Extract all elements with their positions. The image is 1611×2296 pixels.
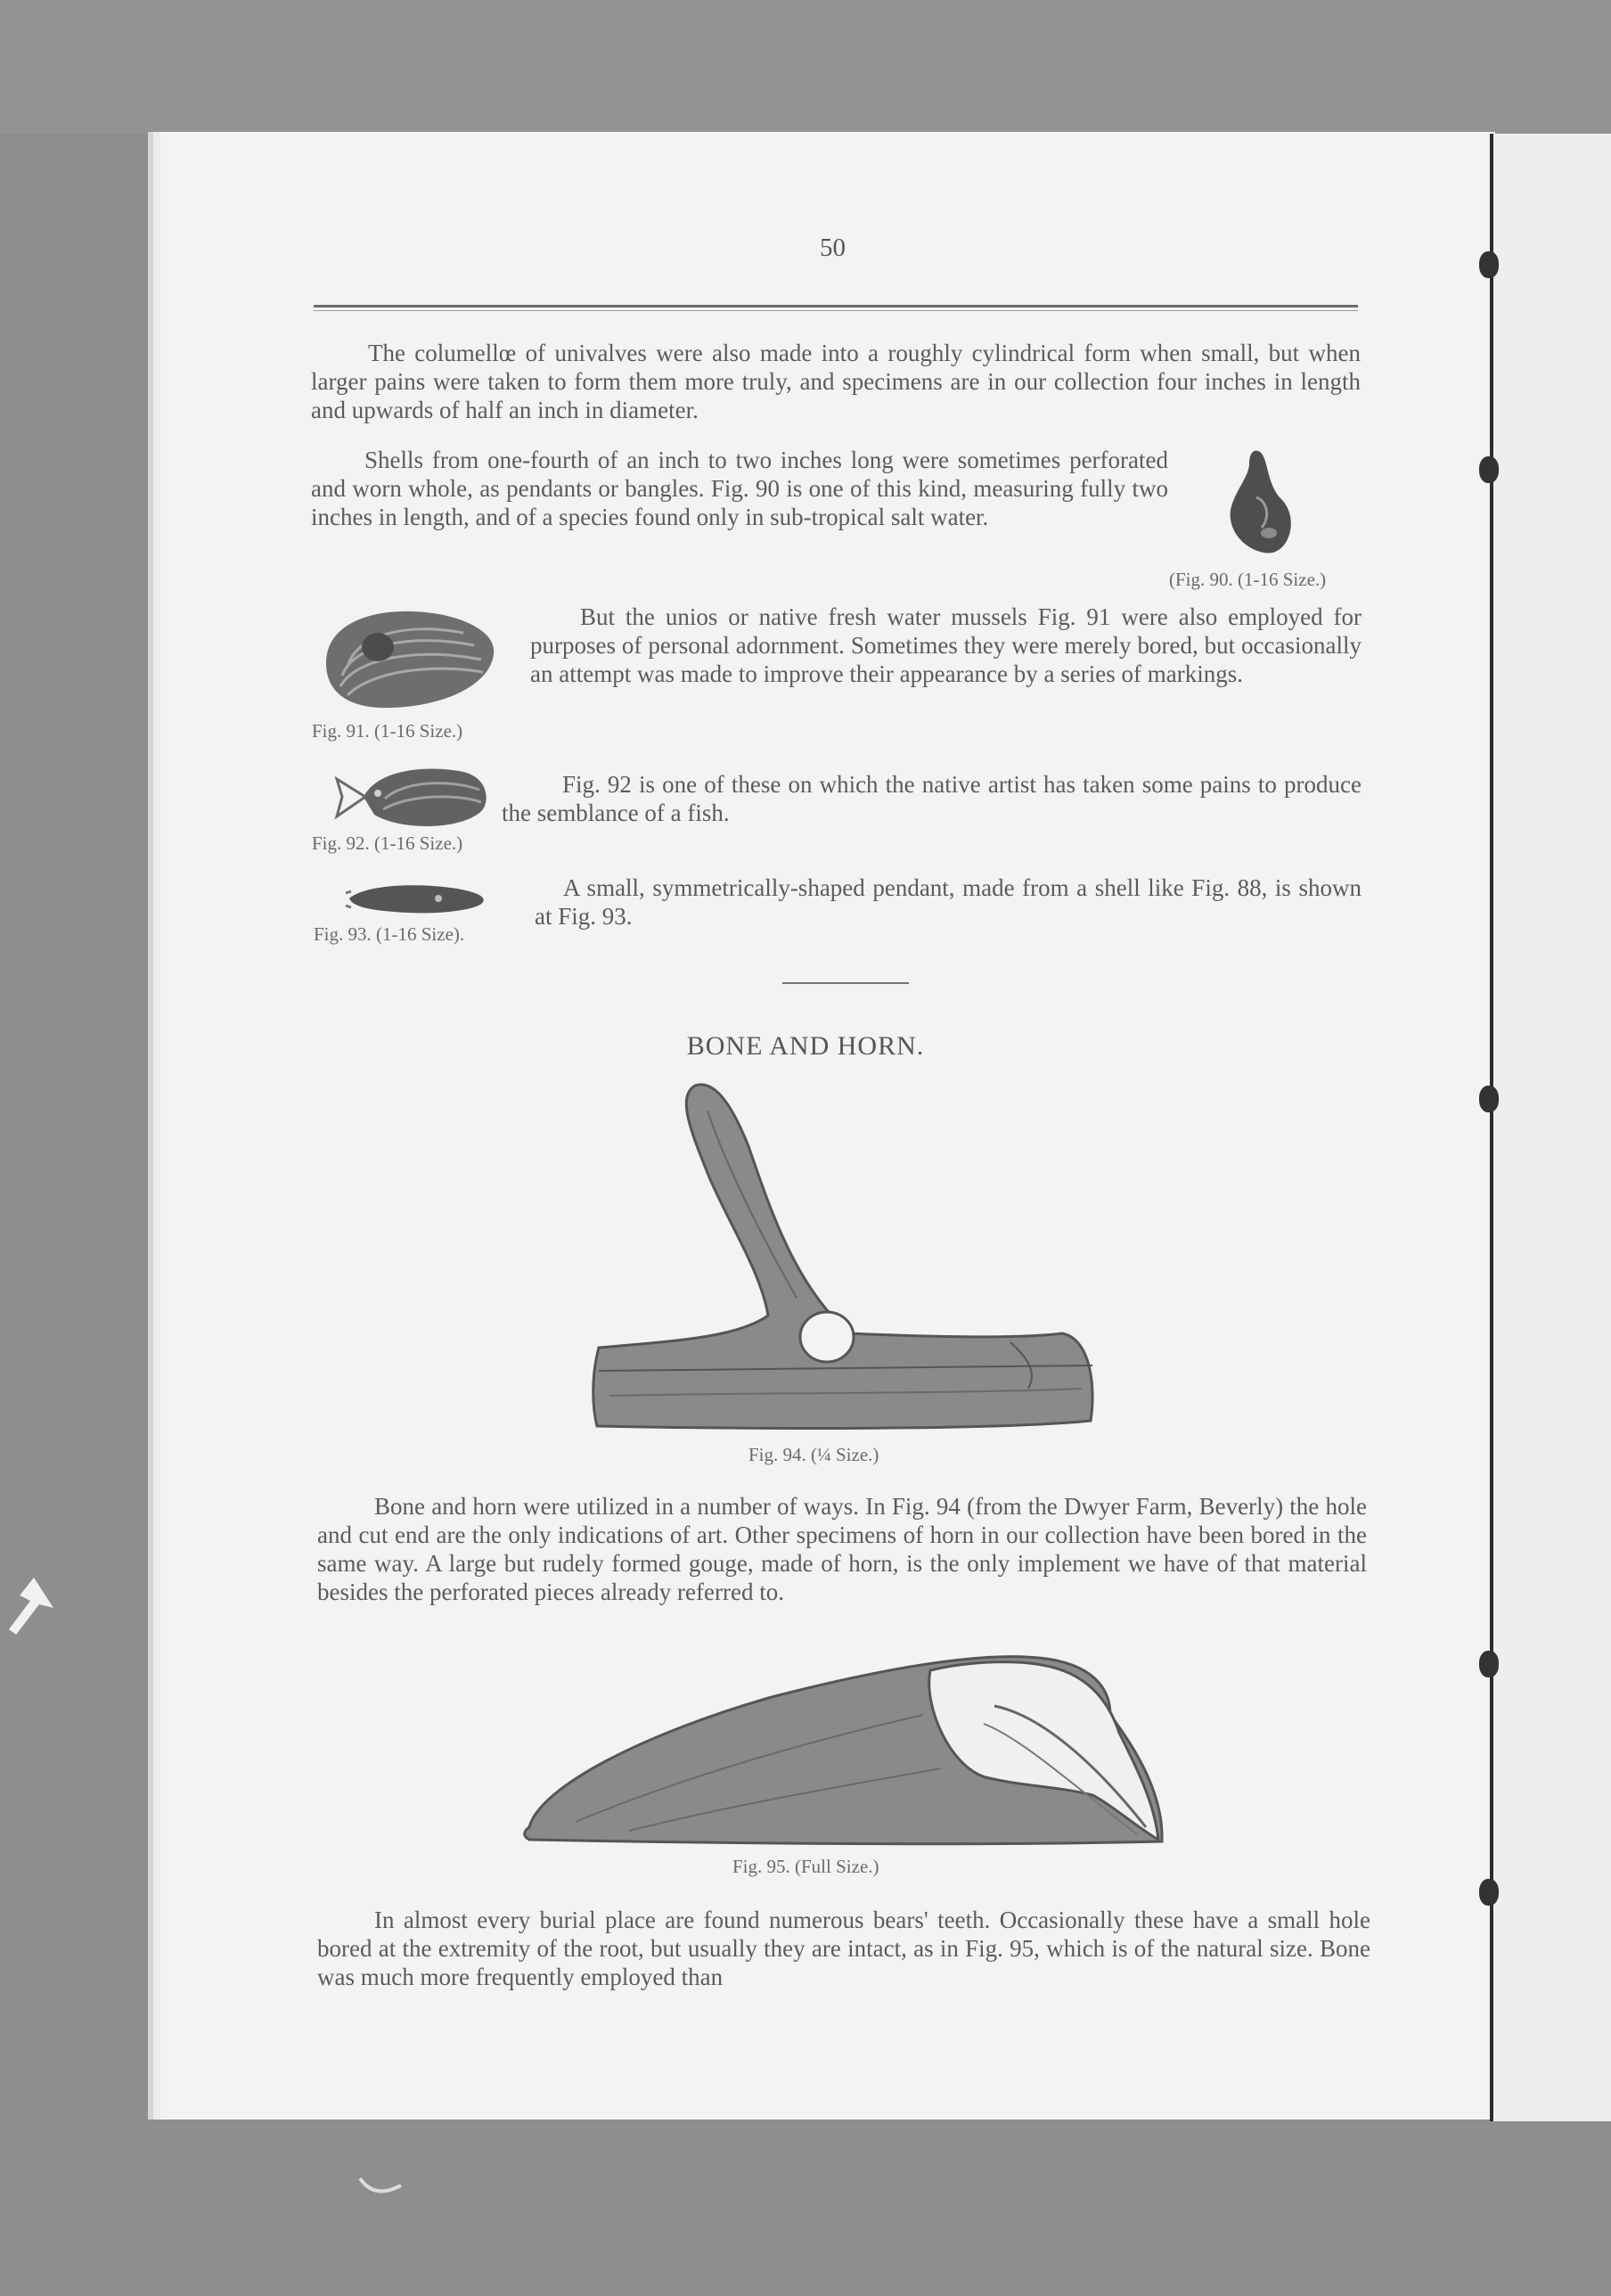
fig-93-caption: Fig. 93. (1-16 Size).: [314, 923, 465, 945]
paragraph-fig-92: Fig. 92 is one of these on which the native artist has taken some pains to produce the semblance of a fish.: [502, 771, 1362, 826]
fig-91-caption: Fig. 91. (1-16 Size.): [312, 720, 463, 742]
fig-90-shell-illustration: [1219, 447, 1297, 562]
paragraph-columellae: The columellœ of univalves were also made into a roughly cylindrical form when small, but when larger pains were taken to form them more truly, and specimens are in our collection four inches in length and upwards of half an inch in diameter.: [311, 340, 1361, 423]
binding-mark: [1479, 456, 1499, 483]
fig-94-antler-illustration: [592, 1075, 1101, 1430]
binding-mark: [1479, 1651, 1499, 1677]
binding-mark: [1479, 1086, 1499, 1112]
binding-mark: [1479, 251, 1499, 278]
fig-92-caption: Fig. 92. (1-16 Size.): [312, 832, 463, 854]
header-rule-thin: [314, 310, 1358, 311]
fig-95-bear-tooth-illustration: [522, 1652, 1164, 1847]
fig-91-mussel-illustration: [321, 604, 499, 711]
paragraph-shells: Shells from one-fourth of an inch to two inches long were sometimes perforated and worn whole, as pendants or bangles. Fig. 90 is one of this kind, measuring fully two inches in length, and of a species found only in sub-tropical salt water.: [311, 447, 1168, 530]
scan-mark: [356, 2173, 410, 2200]
scan-background: [0, 0, 1611, 134]
fig-94-caption: Fig. 94. (¼ Size.): [748, 1444, 879, 1465]
fig-90-caption: (Fig. 90. (1-16 Size.): [1169, 569, 1327, 590]
fig-93-pendant-illustration: [346, 882, 488, 916]
section-heading: BONE AND HORN.: [686, 1031, 925, 1061]
scan-arrow-icon: [7, 1578, 53, 1635]
binding-mark: [1479, 1879, 1499, 1906]
facing-page-edge: [1490, 134, 1611, 2121]
paragraph-fig-93: A small, symmetrically-shaped pendant, made from a shell like Fig. 88, is shown at Fig. 93.: [535, 874, 1362, 930]
paragraph-unios: But the unios or native fresh water mussels Fig. 91 were also employed for purposes of personal adornment. Sometimes they were merely bored, but occasionally an attempt was made to improve their appearance by a series of markings.: [530, 603, 1362, 687]
page-number: 50: [820, 234, 846, 262]
section-separator: [782, 982, 909, 984]
paragraph-bears-teeth: In almost every burial place are found numerous bears' teeth. Occasionally these have a small hole bored at the extremity of the root, but usually they are intact, as in Fig. 95, which is of the natural size. Bone was much more frequently employed than: [317, 1906, 1370, 1990]
paragraph-bone-and-horn: Bone and horn were utilized in a number of ways. In Fig. 94 (from the Dwyer Farm, Beverly) the hole and cut end are the only indications of art. Other specimens of horn in our collection have been bored in the same way. A large but rudely formed gouge, made of horn, is the only implement we have of that material besides the perforated pieces already referred to.: [317, 1493, 1367, 1605]
fig-92-fish-shell-illustration: [333, 763, 490, 831]
header-rule: [314, 305, 1358, 308]
fig-95-caption: Fig. 95. (Full Size.): [732, 1856, 879, 1877]
